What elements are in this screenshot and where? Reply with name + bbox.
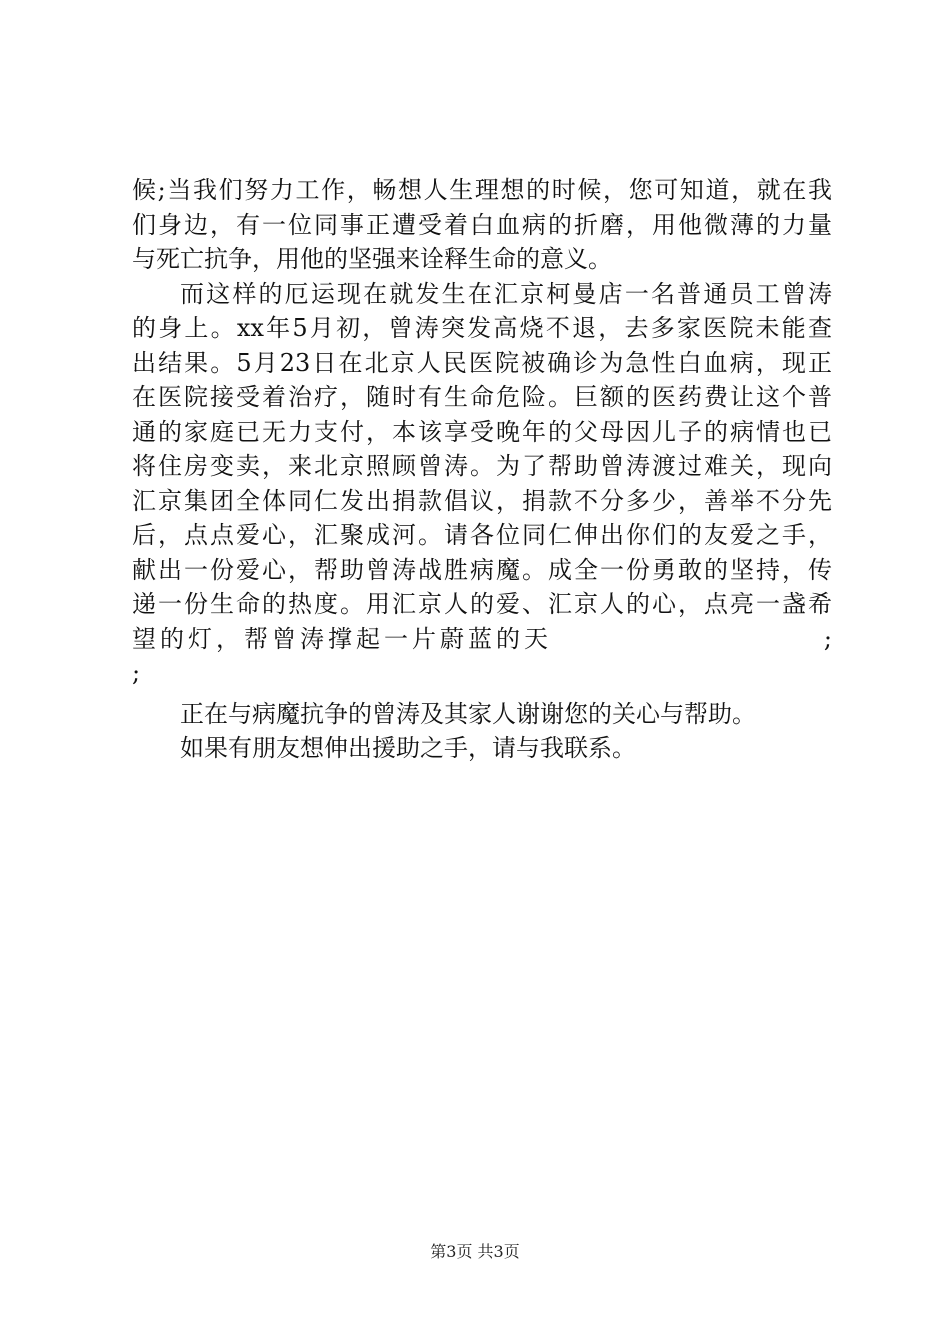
text-line: 望的灯，帮曾涛撑起一片蔚蓝的天 [132,624,552,653]
text-line: 的身上。xx年5月初，曾涛突发高烧不退，去多家医院未能查 [132,314,832,342]
text-line: 将住房变卖，来北京照顾曾涛。为了帮助曾涛渡过难关，现向 [132,452,832,480]
text-line-with-trailing-mark [132,622,832,657]
text-line: 献出一份爱心，帮助曾涛战胜病魔。成全一份勇敢的坚持，传 [132,555,832,584]
page-number-footer: 第3页 共3页 [430,1242,520,1261]
text-line: 在医院接受着治疗，随时有生命危险。巨额的医药费让这个普 [132,383,832,411]
semicolon-mark: ; [823,624,832,653]
text-line: 出结果。5月23日在北京人民医院被确诊为急性白血病，现正 [132,348,832,377]
text-line: 如果有朋友想伸出援助之手，请与我联系。 [180,734,636,762]
text-line: 汇京集团全体同仁发出捐款倡议，捐款不分多少，善举不分先 [132,486,832,515]
text-line: 正在与病魔抗争的曾涛及其家人谢谢您的关心与帮助。 [180,699,756,728]
text-line: 与死亡抗争，用他的坚强来诠释生命的意义。 [132,245,612,273]
document-body [132,173,832,766]
semicolon-line: ; [132,659,141,687]
text-line: 递一份生命的热度。用汇京人的爱、汇京人的心，点亮一盏希 [132,590,832,618]
text-line: 而这样的厄运现在就发生在汇京柯曼店一名普通员工曾涛 [180,279,832,308]
text-line: 通的家庭已无力支付，本该享受晚年的父母因儿子的病情也已 [132,417,832,446]
text-line: 后，点点爱心，汇聚成河。请各位同仁伸出你们的友爱之手， [132,521,832,549]
text-line: 们身边，有一位同事正遭受着白血病的折磨，用他微薄的力量 [132,210,832,239]
text-line: 候;当我们努力工作，畅想人生理想的时候，您可知道，就在我 [132,176,832,204]
